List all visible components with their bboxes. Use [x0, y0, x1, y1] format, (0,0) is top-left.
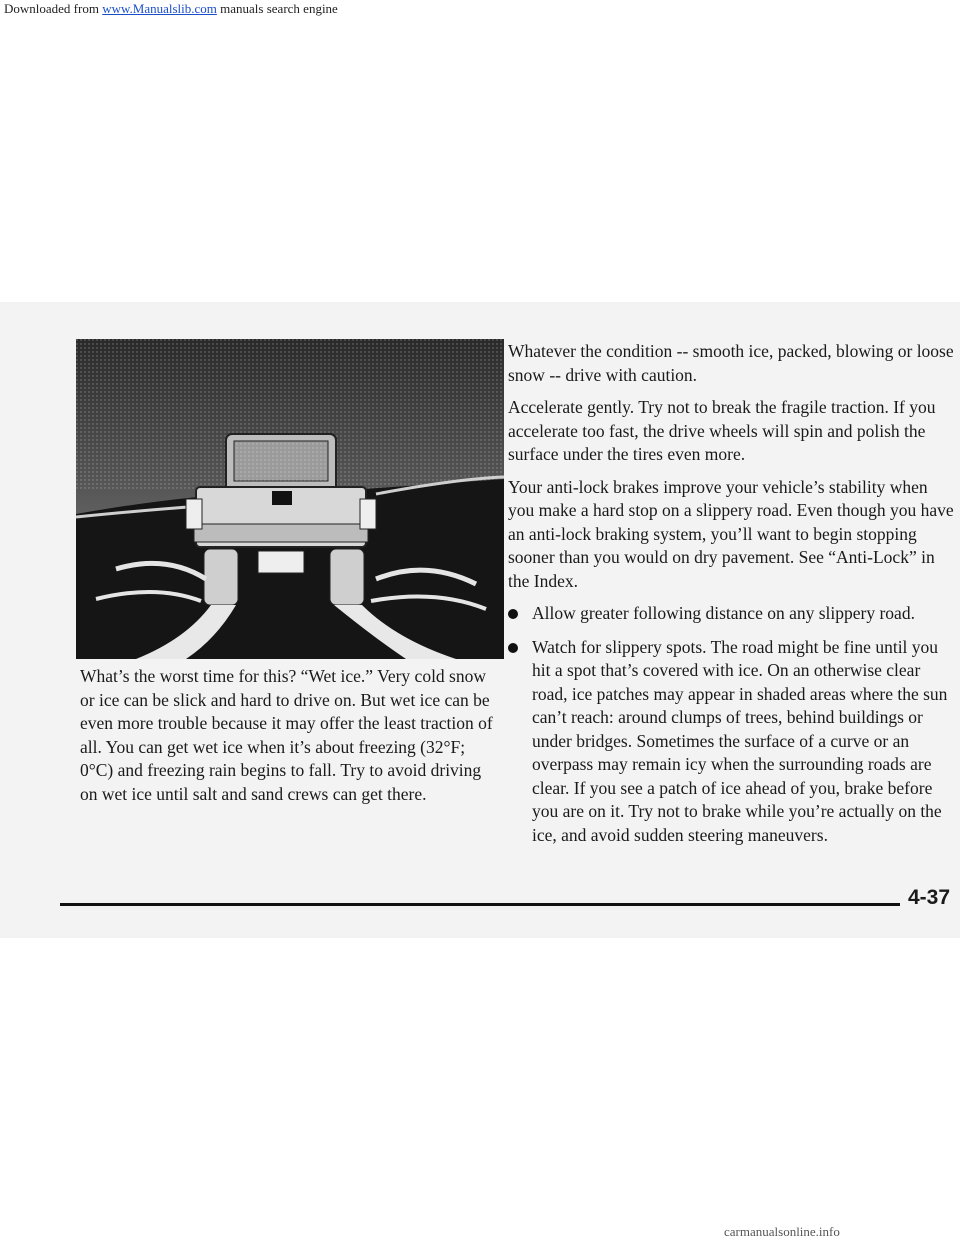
left-column	[80, 665, 500, 815]
footer-rule	[60, 903, 900, 906]
anti-lock-paragraph: Your anti-lock brakes improve your vehicle’s stability when you make a hard stop on a slippery road. Even though you have an anti-lock braking system, you’ll want to begin stopping sooner than you would on dry pavement. See “Anti-Lock” in the Index.	[508, 476, 954, 591]
header-suffix: manuals search engine	[216, 1, 338, 16]
accelerate-paragraph: Accelerate gently. Try not to break the fragile traction. If you accelerate too fast, the drive wheels will spin and polish the surface under the tires even more.	[508, 397, 936, 464]
page-number: 4-37	[907, 886, 950, 909]
bullet-icon	[508, 643, 518, 653]
wet-ice-paragraph: What’s the worst time for this? “Wet ice.” Very cold snow or ice can be slick and hard to drive on. But wet ice can be even more trouble because it may offer the least traction of all. You can get wet ice when it’s about freezing (32°F; 0°C) and freezing rain begins to fall. Try to avoid driving on wet ice until salt and sand crews can get there.	[80, 666, 493, 804]
condition-paragraph: Whatever the condition -- smooth ice, packed, blowing or loose snow -- drive with caution.	[508, 341, 954, 385]
header-prefix: Downloaded from	[4, 1, 103, 16]
manualslib-link[interactable]: www.Manualslib.com	[102, 1, 217, 16]
tips-list	[508, 602, 958, 847]
download-header	[4, 1, 338, 17]
right-column	[508, 340, 958, 857]
list-item	[508, 636, 958, 848]
bullet-text: Watch for slippery spots. The road might be fine until you hit a spot that’s covered with ice. On an otherwise clear road, ice patches may appear in shaded areas where the sun can’t reach: around clumps of trees, behind buildings or under bridges. Sometimes the surface of a curve or an overpass may remain icy when the surrounding roads are clear. If you see a patch of ice ahead of you, brake before you are on it. Try not to brake while you’re actually on the ice, and avoid sudden steering maneuvers.	[532, 636, 948, 845]
bullet-icon	[508, 609, 518, 619]
watermark: carmanualsonline.info	[724, 1224, 840, 1239]
truck-on-wet-ice-illustration	[76, 339, 504, 659]
list-item	[508, 602, 958, 626]
bullet-text: Allow greater following distance on any slippery road.	[532, 603, 915, 623]
